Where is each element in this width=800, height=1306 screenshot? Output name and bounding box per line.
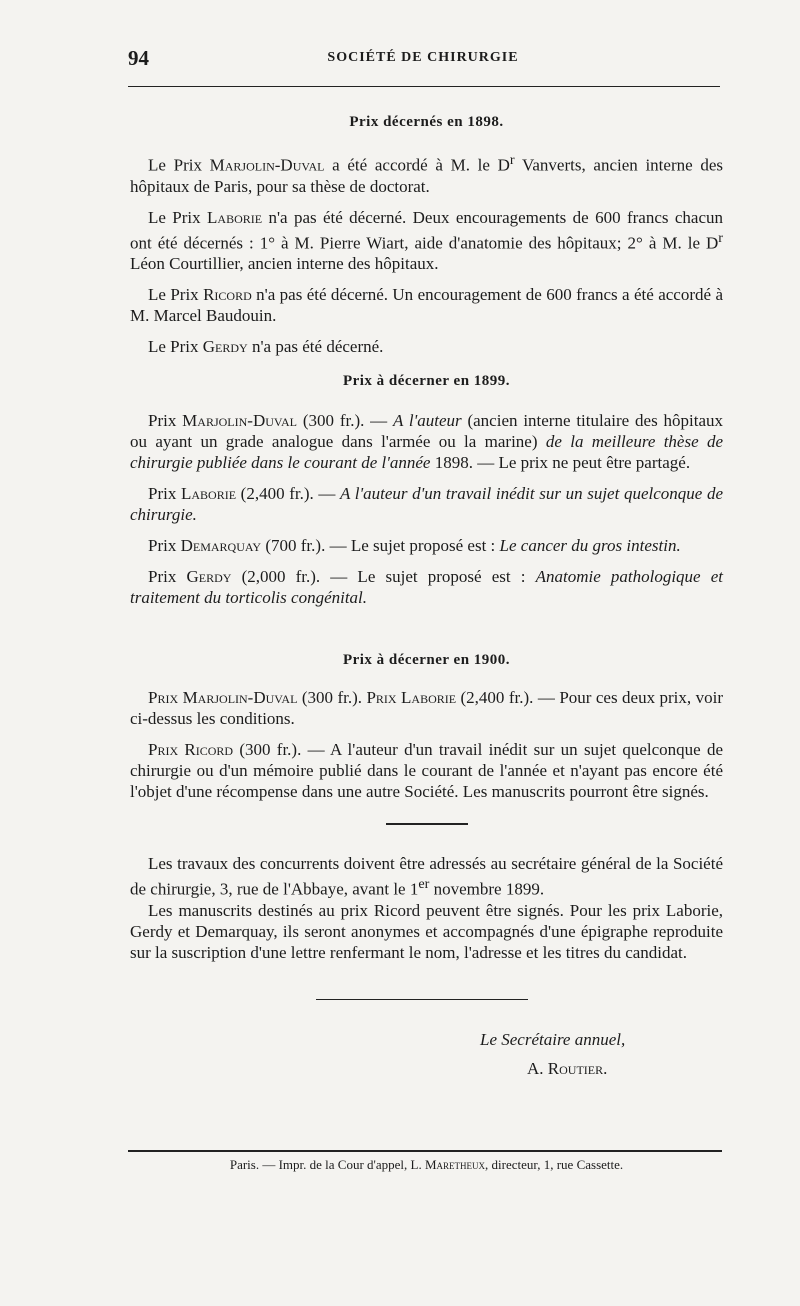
paragraph-demarquay-1899: Prix Demarquay (700 fr.). — Le sujet proposé est : Le cancer du gros intestin. [148,536,681,555]
heading-1898: Prix décernés en 1898. [349,114,504,130]
page-number: 94 [128,46,149,70]
paragraph-marjolin-laborie-1900: Prix Marjolin-Duval (300 fr.). Prix Laborie (2,400 fr.). — Pour ces deux prix, voir ci-dessus les conditions. [130,688,723,728]
heading-1900: Prix à décerner en 1900. [342,652,511,668]
paragraph-laborie-1899: Prix Laborie (2,400 fr.). — A l'auteur d'un travail inédit sur un sujet quelconque de chirurgie. [130,484,723,524]
separator-rule-2 [316,999,528,1000]
section-1899 [130,410,723,608]
paragraph-ricord-1900: Prix Ricord (300 fr.). — A l'auteur d'un travail inédit sur un sujet quelconque de chirurgie ou d'un mémoire publié dans le courant de l'année et n'ayant pas encore été l'objet d'une récompense dans une autre Société. Les manuscrits pourront être signés. [130,740,724,801]
paragraph-ricord-1898: Le Prix Ricord n'a pas été décerné. Un encouragement de 600 francs a été accordé à M. Marcel Baudouin. [130,285,723,326]
printer-imprint: Paris. — Impr. de la Cour d'appel, L. Maretheux, directeur, 1, rue Cassette. [229,1157,624,1172]
page-header [128,46,718,70]
separator-rule [386,823,468,825]
paragraph-gerdy-1899: Prix Gerdy (2,000 fr.). — Le sujet proposé est : Anatomie pathologique et traitement du torticolis congénital. [130,567,724,607]
heading-1899: Prix à décerner en 1899. [342,373,511,389]
secretary-title: Le Secrétaire annuel, [480,1030,626,1049]
paragraph-submission: Les travaux des concurrents doivent être adressés au secrétaire général de la Société de chirurgie, 3, rue de l'Abbaye, avant le 1er novembre 1899. [130,854,723,899]
paragraph-manuscripts: Les manuscrits destinés au prix Ricord peuvent être signés. Pour les prix Laborie, Gerdy et Demarquay, ils seront anonymes et accompagnés d'une épigraphe reproduite sur la suscription d'une lettre renfermant le nom, l'adresse et les titres du candidat. [130,900,723,962]
header-rule [128,86,720,87]
paragraph-gerdy-1898: Le Prix Gerdy n'a pas été décerné. [148,337,384,357]
paragraph-marjolin-1899: Prix Marjolin-Duval (300 fr.). — A l'auteur (ancien interne titulaire des hôpitaux ou ayant un grade analogue dans l'armée ou la marine) de la meilleure thèse de chirurgie publiée dans le courant de l'année 1898. — Le prix ne peut être partagé. [130,411,724,472]
secretary-name: A. Routier. [527,1059,608,1078]
section-1900 [130,687,723,802]
paragraph-laborie-1898: Le Prix Laborie n'a pas été décerné. Deux encouragements de 600 francs chacun ont été décernés : 1° à M. Pierre Wiart, aide d'anatomie des hôpitaux; 2° à M. le $D^r$ Léon Courtillier, ancien interne des hôpitaux. [130,207,723,274]
section-1898 [130,150,723,357]
running-title: SOCIÉTÉ DE CHIRURGIE [327,50,519,65]
submission-notice [130,853,723,963]
paragraph-marjolin-1898: Le Prix Marjolin-Duval a été accordé à M. le $D^r$ Vanverts, ancien interne des hôpitaux de Paris, pour sa thèse de doctorat. [130,152,723,196]
footer-rule [128,1150,722,1152]
